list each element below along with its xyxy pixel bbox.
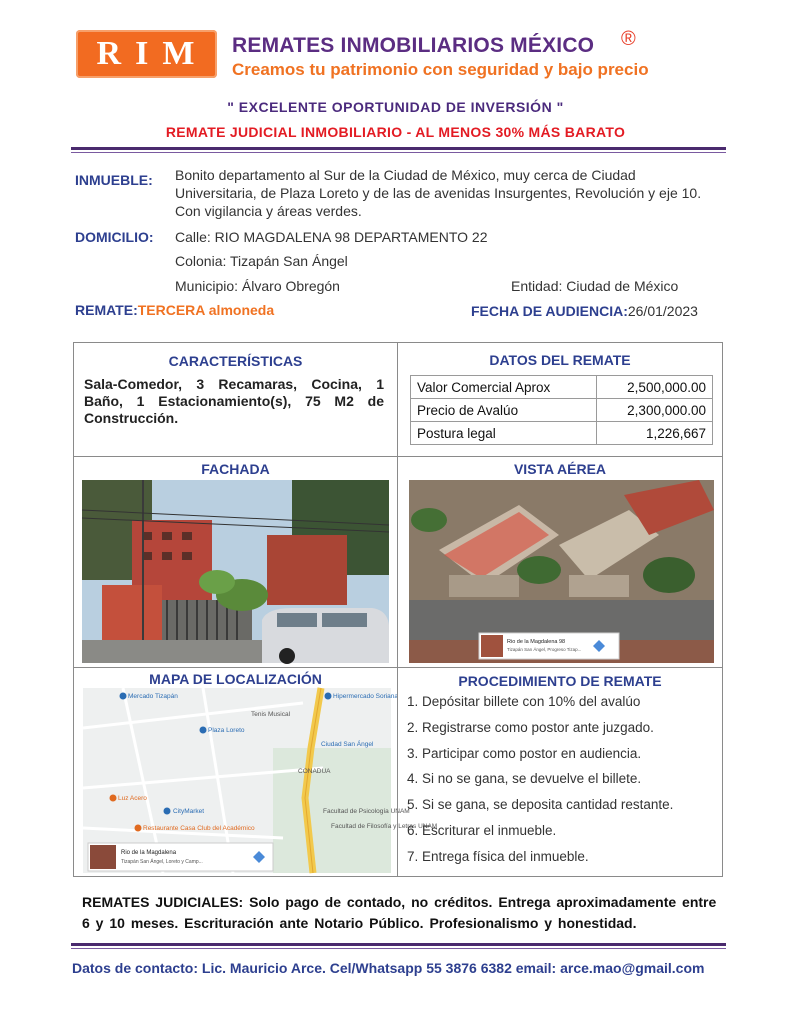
domicilio-label: DOMICILIO:: [75, 229, 154, 245]
map-label-loreto: Plaza Loreto: [208, 727, 245, 734]
municipio-text: Municipio: Álvaro Obregón: [175, 278, 340, 294]
map-label-citymarket: CityMarket: [173, 808, 205, 815]
fachada-box: [73, 456, 398, 668]
map-label-soriana: Hipermercado Soriana: [333, 693, 399, 700]
company-name: REMATES INMOBILIARIOS MÉXICO: [232, 34, 595, 57]
remate-label: REMATE:: [75, 302, 138, 318]
fecha-value: 26/01/2023: [627, 303, 698, 319]
list-item: 6. Escriturar el inmueble.: [407, 822, 557, 838]
row-label: Valor Comercial Aprox: [411, 376, 597, 399]
table-row: [411, 422, 713, 445]
map-label-san-angel: Ciudad San Ángel: [321, 741, 374, 748]
list-item: 2. Registrarse como postor ante juzgado.: [407, 719, 654, 735]
row-label: Postura legal: [411, 422, 597, 445]
caracteristicas-title: CARACTERÍSTICAS: [168, 353, 303, 369]
vista-aerea-box: [397, 456, 723, 668]
list-item: 7. Entrega física del inmueble.: [407, 848, 589, 864]
fachada-photo: [82, 480, 389, 663]
fecha-line: [471, 302, 698, 320]
caracteristicas-text: Sala-Comedor, 3 Recamaras, Cocina, 1 Baño, 1 Estacionamiento(s), 75 M2 de Construcción.: [84, 376, 384, 426]
fecha-label: FECHA DE AUDIENCIA:: [471, 303, 628, 319]
datos-remate-title: DATOS DEL REMATE: [489, 352, 631, 368]
fachada-title: FACHADA: [201, 461, 270, 477]
divider-top-thick: [71, 147, 726, 150]
row-value: 2,500,000.00: [596, 376, 712, 399]
inmueble-description: Bonito departamento al Sur de la Ciudad de México, muy cerca de Ciudad Universitaria, de Plaza Loreto y de las de avenidas Insurgentes, Revolución y eje 10. Con vigilancia y áreas verdes.: [175, 167, 702, 219]
divider-top-thin: [71, 152, 726, 153]
table-row: [411, 399, 713, 422]
map-label-luz: Luz Acero: [118, 795, 147, 802]
aerial-card-sub: Tizapán San Ángel, Progreso Tizap...: [507, 647, 582, 652]
rim-logo: [76, 30, 217, 78]
remate-value: TERCERA almoneda: [137, 302, 275, 318]
colonia-text: Colonia: Tizapán San Ángel: [175, 253, 348, 269]
logo-text: RIM: [96, 35, 209, 72]
row-value: 2,300,000.00: [596, 399, 712, 422]
list-item: 3. Participar como postor en audiencia.: [407, 745, 642, 761]
inmueble-label: INMUEBLE:: [75, 172, 153, 188]
remate-line: [75, 302, 274, 318]
company-slogan: Creamos tu patrimonio con seguridad y bajo precio: [232, 60, 649, 79]
table-row: [411, 376, 713, 399]
map-label-casa-club: Restaurante Casa Club del Académico: [143, 825, 255, 832]
list-item: 5. Si se gana, se deposita cantidad restante.: [407, 797, 674, 813]
list-item: 1. Depósitar billete con 10% del avalúo: [407, 694, 641, 709]
calle-text: Calle: RIO MAGDALENA 98 DEPARTAMENTO 22: [175, 229, 488, 245]
caracteristicas-box: [73, 342, 398, 457]
procedimiento-box: [397, 667, 723, 877]
procedimiento-title: PROCEDIMIENTO DE REMATE: [458, 673, 662, 689]
row-value: 1,226,667: [596, 422, 712, 445]
registered-mark: ®: [621, 28, 636, 50]
mapa-title: MAPA DE LOCALIZACIÓN: [149, 671, 322, 687]
mapa-box: [73, 667, 438, 877]
map-card-title: Rio de la Magdalena: [121, 850, 177, 856]
list-item: 4. Si no se gana, se devuelve el billete.: [407, 771, 642, 787]
row-label: Precio de Avalúo: [411, 399, 597, 422]
map-label-psicologia: Facultad de Psicología UNAM: [323, 808, 410, 815]
map-label-tenis: Tenis Musical: [251, 711, 291, 718]
map-label-conadua: CONADUA: [298, 768, 331, 775]
procedimiento-list: [407, 694, 673, 875]
datos-remate-box: [397, 342, 723, 457]
divider-bottom-thin: [71, 948, 726, 949]
footer-terms: REMATES JUDICIALES: Solo pago de contado, no créditos. Entrega aproximadamente entre 6 y 10 meses. Escrituración ante Notario Público. Profesionalismo y honestidad.: [82, 894, 717, 931]
vista-aerea-title: VISTA AÉREA: [513, 461, 607, 477]
aerial-card-title: Rio de la Magdalena 98: [507, 639, 566, 645]
headline-auction: REMATE JUDICIAL INMOBILIARIO - AL MENOS 30% MÁS BARATO: [165, 124, 626, 140]
map-label-mercado: Mercado Tizapán: [128, 693, 178, 700]
location-map: [83, 688, 438, 873]
contact-info: Datos de contacto: Lic. Mauricio Arce. Cel/Whatsapp 55 3876 6382 email: arce.mao@gmail.com: [72, 960, 705, 976]
map-card-sub: Tizapán San Ángel, Loreto y Camp...: [121, 859, 203, 865]
entidad-text: Entidad: Ciudad de México: [511, 278, 679, 294]
divider-bottom-thick: [71, 943, 726, 946]
headline-opportunity: " EXCELENTE OPORTUNIDAD DE INVERSIÓN ": [227, 99, 564, 115]
aerial-photo: [409, 480, 714, 663]
map-label-filosofia: Facultad de Filosofía y Letras UNAM: [331, 823, 438, 830]
datos-remate-table: [410, 375, 713, 445]
